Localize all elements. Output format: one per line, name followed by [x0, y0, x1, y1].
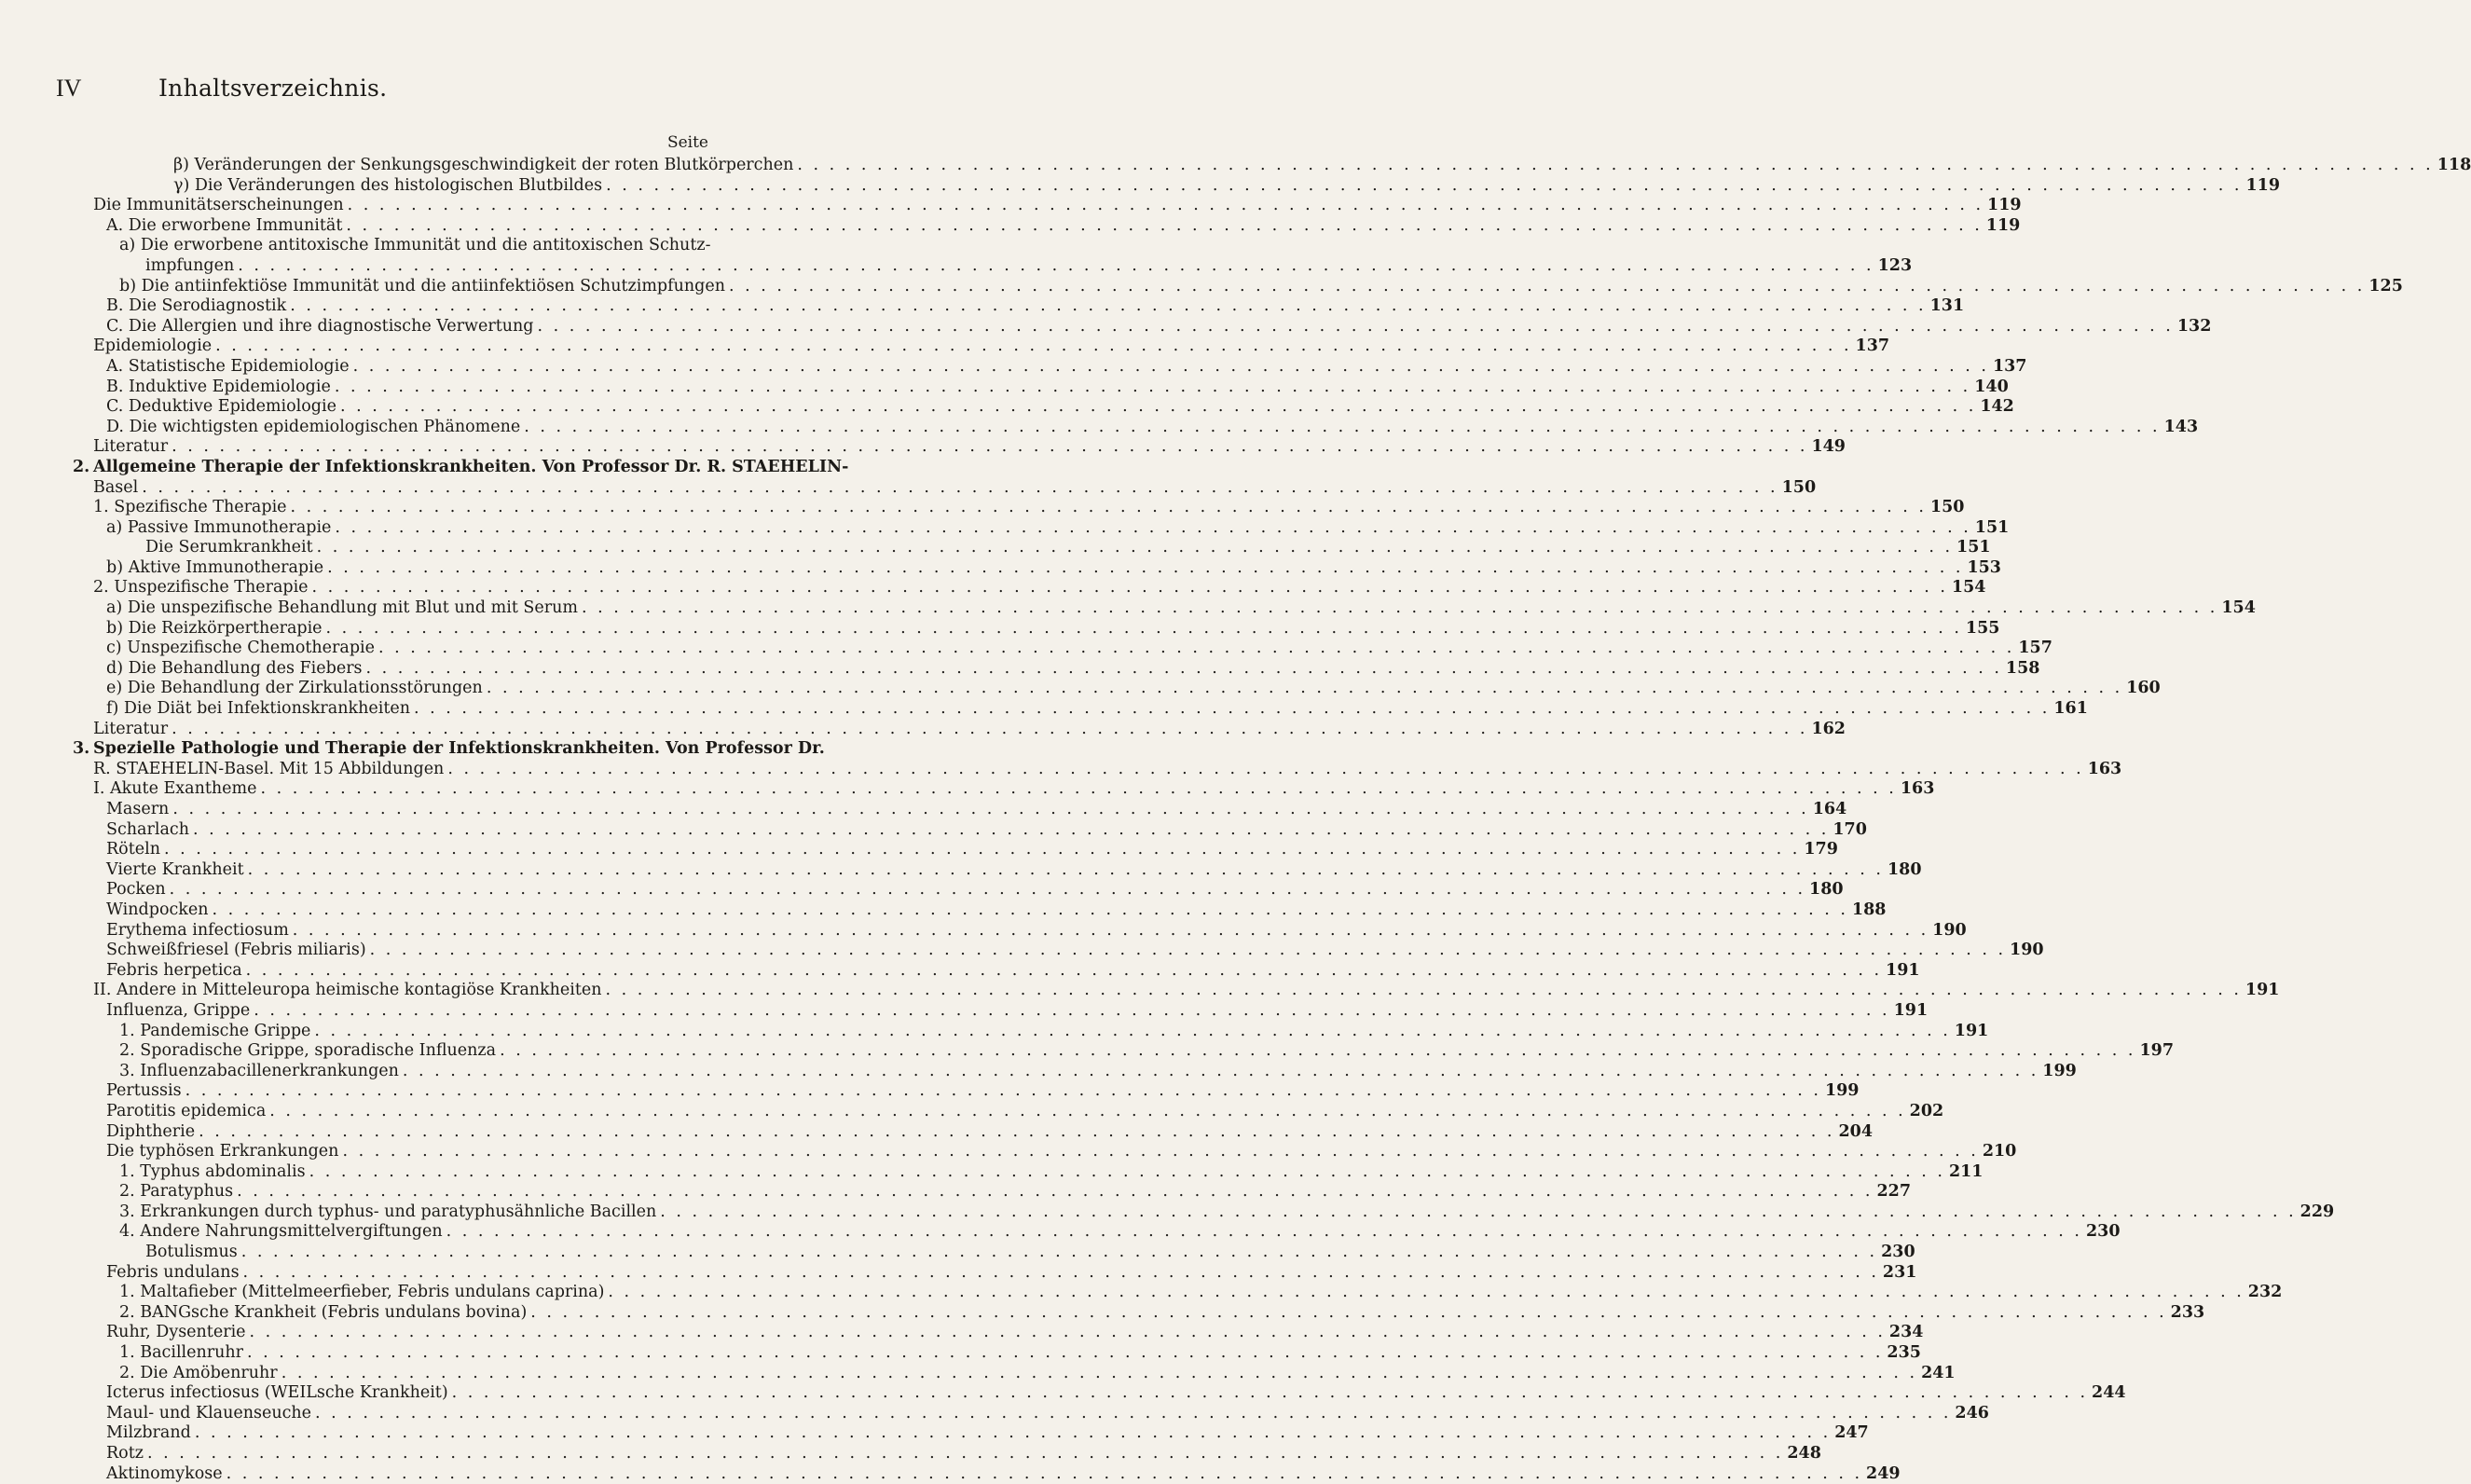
toc-page-number: 199 [1824, 1081, 1860, 1101]
dot-leader [446, 1222, 2082, 1243]
toc-page-number: 154 [1951, 578, 1986, 598]
toc-entry [93, 598, 2256, 619]
toc-page-number: 151 [1956, 538, 1991, 557]
section-number: 3. [73, 739, 90, 759]
toc-entry [93, 1202, 2335, 1223]
dot-leader [660, 1202, 2296, 1223]
toc-page-number: 143 [2163, 417, 2199, 436]
toc-entry [93, 1000, 1929, 1022]
dot-leader [243, 1263, 1879, 1284]
toc-entry-title: Pertussis [106, 1081, 182, 1101]
toc-entry [93, 578, 1986, 598]
toc-entry [93, 156, 2471, 176]
dot-leader [213, 900, 1848, 921]
page-header [56, 75, 708, 103]
toc-entry [93, 1323, 1924, 1343]
dot-leader [172, 437, 1807, 458]
toc-entry [93, 800, 1847, 820]
dot-leader [403, 1062, 2039, 1082]
toc-page-number: 188 [1851, 900, 1887, 919]
toc-entry-title: γ) Die Veränderungen des histologischen Blutbildes [173, 175, 603, 195]
dot-leader [378, 639, 2014, 659]
toc-page-number: 125 [2368, 276, 2403, 295]
dot-leader [335, 518, 1970, 539]
toc-page-number: 154 [2221, 598, 2256, 618]
toc-entry [93, 880, 1844, 900]
dot-leader [281, 1364, 1917, 1384]
toc-page-number: 158 [2005, 658, 2040, 678]
toc-page-number: 241 [1921, 1363, 1956, 1382]
toc-entry [93, 1061, 2077, 1082]
toc-page-number: 150 [1781, 477, 1817, 497]
toc-entry [93, 1343, 1921, 1364]
toc-entry-title: Literatur [93, 437, 169, 457]
dot-leader [487, 679, 2122, 699]
toc-entry-title: Diphtherie [106, 1121, 196, 1141]
toc-page-number: 150 [1929, 498, 1965, 517]
toc-entry [93, 1222, 2121, 1243]
toc-entry-title: Spezielle Pathologie und Therapie der Infektionskrankheiten. Von Professor Dr. [93, 739, 825, 759]
toc-page-number: 211 [1948, 1161, 1984, 1181]
dot-leader [290, 296, 1926, 317]
toc-page-number: 230 [2086, 1222, 2121, 1242]
toc-entry-title: 1. Typhus abdominalis [119, 1161, 306, 1181]
toc-entry [73, 739, 825, 760]
toc-entry-title: a) Die erworbene antitoxische Immunität und die antitoxischen Schutz- [119, 236, 711, 255]
toc-page-number: 153 [1967, 557, 2001, 577]
toc-entry-title: β) Veränderungen der Senkungsgeschwindigkeit der roten Blutkörperchen [173, 156, 794, 174]
toc-entry-title: 2. Unspezifische Therapie [93, 578, 309, 598]
dot-leader [348, 196, 1984, 216]
toc-page-number: 191 [1893, 1000, 1929, 1020]
toc-page-number: 249 [1866, 1463, 1901, 1483]
toc-entry [93, 1182, 1912, 1202]
dot-leader [606, 981, 2242, 1001]
dot-leader [500, 1041, 2135, 1062]
toc-entry-title: b) Aktive Immunotherapie [106, 557, 324, 577]
dot-leader [530, 1303, 2166, 1324]
toc-page-number: 140 [1974, 377, 2009, 396]
toc-page-number: 232 [2247, 1283, 2283, 1302]
toc-entry-title: 2. Die Amöbenruhr [119, 1363, 278, 1382]
toc-page-number: 170 [1833, 819, 1867, 839]
toc-page-number: 204 [1838, 1121, 1873, 1141]
toc-entry [93, 236, 710, 256]
toc-page-number: 191 [2244, 981, 2280, 1000]
toc-entry [93, 759, 2122, 780]
toc-entry-title: B. Induktive Epidemiologie [106, 377, 331, 396]
dot-leader [608, 1283, 2244, 1303]
toc-entry-title: A. Die erworbene Immunität [106, 215, 343, 235]
dot-leader [215, 337, 1851, 357]
toc-entry-title: R. STAEHELIN-Basel. Mit 15 Abbildungen [93, 759, 445, 778]
toc-entry [93, 779, 1935, 800]
toc-page-number: 230 [1881, 1243, 1915, 1262]
toc-entry [93, 1302, 2205, 1324]
toc-entry-title: Febris herpetica [106, 960, 242, 980]
table-of-contents [73, 156, 2471, 1484]
dot-leader [164, 840, 1800, 860]
toc-entry [93, 1161, 1984, 1183]
toc-entry [93, 1041, 2174, 1062]
toc-entry-title: Ruhr, Dysenterie [106, 1323, 246, 1342]
dot-leader [172, 800, 1808, 820]
dot-leader [353, 357, 1989, 378]
toc-page-number: 155 [1965, 618, 2000, 638]
running-title: Inhaltsverzeichnis. [158, 75, 388, 102]
toc-entry-title: Milzbrand [106, 1423, 191, 1443]
dot-leader [195, 1423, 1831, 1444]
toc-page-number: 162 [1811, 719, 1846, 738]
toc-entry [93, 557, 2001, 579]
toc-entry-title: Die typhösen Erkrankungen [106, 1142, 339, 1161]
dot-leader [227, 1464, 1862, 1484]
toc-entry [93, 658, 2040, 680]
toc-entry [93, 819, 1867, 841]
toc-entry [93, 941, 2044, 961]
toc-entry-title: Icterus infectiosus (WEILsche Krankheit) [106, 1383, 448, 1403]
toc-entry-title: a) Passive Immunotherapie [106, 517, 332, 537]
toc-entry-title: Pocken [106, 880, 166, 900]
dot-leader [326, 619, 1962, 639]
toc-entry [93, 679, 2161, 699]
dot-leader [314, 1022, 1950, 1042]
dot-leader [327, 558, 1963, 579]
dot-leader [170, 880, 1805, 900]
toc-page-number: 233 [2170, 1302, 2205, 1322]
toc-page-number: 164 [1812, 800, 1847, 818]
dot-leader [414, 699, 2050, 720]
toc-entry [93, 1081, 1860, 1102]
dot-leader [193, 820, 1829, 841]
toc-entry [93, 417, 2199, 438]
toc-entry [93, 1101, 1944, 1122]
toc-entry-title: Scharlach [106, 819, 189, 839]
toc-page-number: 123 [1877, 255, 1913, 275]
dot-leader [346, 216, 1982, 237]
toc-page-number: 246 [1955, 1403, 1989, 1422]
toc-entry [93, 296, 1965, 317]
toc-entry-title: Febris undulans [106, 1262, 240, 1282]
toc-entry [93, 1423, 1869, 1444]
toc-entry-title: 3. Influenzabacillenerkrankungen [119, 1061, 399, 1080]
toc-page-number: 160 [2126, 679, 2161, 698]
dot-leader [342, 1142, 1978, 1162]
toc-page-number: 229 [2299, 1202, 2335, 1221]
toc-entry-title: Windpocken [106, 900, 209, 919]
toc-entry [93, 1262, 1917, 1284]
toc-page-number: 149 [1811, 437, 1846, 457]
toc-page-number: 131 [1929, 296, 1965, 316]
dot-leader [524, 418, 2160, 438]
toc-entry-title: 2. Sporadische Grippe, sporadische Influenza [119, 1041, 497, 1061]
dot-leader [452, 1383, 2088, 1404]
toc-entry [93, 1383, 2126, 1404]
toc-entry [93, 397, 2014, 418]
page-column-label: Seite [666, 133, 708, 152]
toc-entry [93, 699, 2088, 720]
toc-entry-title: C. Deduktive Epidemiologie [106, 397, 336, 417]
dot-leader [309, 1162, 1945, 1183]
toc-entry [93, 377, 2009, 398]
toc-entry-title: B. Die Serodiagnostik [106, 296, 287, 316]
toc-page-number: 179 [1804, 840, 1838, 859]
dot-leader [315, 1404, 1951, 1424]
toc-page-number: 137 [1855, 337, 1890, 356]
toc-entry-title: Vierte Krankheit [106, 859, 244, 879]
dot-leader [291, 498, 1927, 518]
toc-page-number: 163 [2087, 759, 2122, 778]
dot-leader [248, 860, 1884, 881]
toc-entry [93, 1363, 1956, 1384]
dot-leader [237, 1182, 1873, 1202]
toc-entry [93, 356, 2027, 378]
toc-entry-title: impfungen [145, 255, 235, 275]
toc-page-number: 234 [1888, 1323, 1924, 1342]
toc-page-number: 190 [1932, 920, 1967, 940]
toc-entry-title: Rotz [106, 1444, 144, 1463]
toc-entry-title: f) Die Diät bei Infektionskrankheiten [106, 699, 410, 719]
toc-entry-title: Botulismus [145, 1243, 238, 1262]
toc-entry-title: A. Statistische Epidemiologie [106, 356, 350, 376]
toc-entry-title: 3. Erkrankungen durch typhus- und paratyphusähnliche Bacillen [119, 1202, 657, 1221]
toc-page-number: 118 [2437, 156, 2471, 174]
toc-page-number: 119 [1987, 196, 2022, 215]
page-number: IV [56, 75, 82, 102]
dot-leader [606, 176, 2242, 197]
dot-leader [238, 256, 1874, 277]
dot-leader [317, 538, 1953, 558]
dot-leader [199, 1122, 1834, 1143]
toc-entry-title: Epidemiologie [93, 337, 213, 356]
toc-entry [93, 1021, 1989, 1042]
dot-leader [247, 1343, 1883, 1364]
toc-page-number: 180 [1809, 880, 1844, 900]
dot-leader [250, 1323, 1886, 1343]
toc-entry [93, 900, 1887, 921]
toc-entry-title: 1. Pandemische Grippe [119, 1021, 311, 1040]
toc-entry [93, 196, 2022, 216]
toc-entry-title: 1. Bacillenruhr [119, 1343, 244, 1363]
toc-page-number: 197 [2139, 1041, 2174, 1061]
dot-leader [370, 941, 2006, 961]
dot-leader [254, 1001, 1889, 1022]
toc-entry-title: Die Immunitätserscheinungen [93, 196, 344, 215]
toc-entry-title: D. Die wichtigsten epidemiologischen Phänomene [106, 417, 521, 436]
toc-page-number: 191 [1954, 1021, 1989, 1040]
toc-entry-title: Influenza, Grippe [106, 1000, 251, 1020]
toc-entry [73, 457, 849, 478]
toc-entry-title: Masern [106, 800, 170, 818]
toc-entry-title: 2. Paratyphus [119, 1182, 234, 1202]
dot-leader [172, 720, 1807, 740]
dot-leader [447, 760, 2083, 780]
dot-leader [260, 779, 1896, 800]
dot-leader [142, 478, 1778, 499]
toc-entry [93, 215, 2021, 237]
toc-entry [93, 981, 2280, 1001]
toc-page-number: 210 [1982, 1142, 2017, 1161]
toc-page-number: 142 [1980, 397, 2014, 417]
toc-entry [93, 276, 2403, 297]
toc-page-number: 247 [1834, 1423, 1869, 1443]
toc-page-number: 190 [2010, 941, 2044, 960]
toc-entry [93, 859, 1922, 881]
toc-entry-title: 2. BANGsche Krankheit (Febris undulans bovina) [119, 1302, 528, 1322]
toc-page-number: 191 [1886, 960, 1920, 980]
toc-entry [93, 498, 1965, 518]
toc-entry [93, 618, 2000, 639]
toc-entry [93, 840, 1838, 860]
toc-entry [93, 517, 2010, 539]
section-number: 2. [73, 457, 90, 476]
toc-page-number: 180 [1887, 859, 1922, 879]
toc-entry [93, 337, 1890, 357]
dot-leader [293, 921, 1929, 941]
dot-leader [366, 659, 2002, 680]
toc-entry [93, 538, 1991, 558]
toc-entry [93, 316, 2212, 337]
toc-entry-title: Allgemeine Therapie der Infektionskrankheiten. Von Professor Dr. R. STAEHELIN- [93, 457, 849, 476]
toc-entry-title: Basel [93, 477, 139, 497]
dot-leader [312, 578, 1948, 598]
toc-page-number: 199 [2042, 1061, 2077, 1080]
toc-entry-title: d) Die Behandlung des Fiebers [106, 658, 363, 678]
toc-entry [93, 1243, 1915, 1263]
toc-page-number: 119 [1985, 215, 2021, 235]
toc-page-number: 202 [1909, 1101, 1944, 1120]
toc-page-number: 235 [1887, 1343, 1921, 1363]
toc-entry [93, 1463, 1901, 1484]
toc-entry-title: b) Die Reizkörpertherapie [106, 618, 323, 638]
toc-entry [93, 1283, 2283, 1303]
dot-leader [340, 397, 1976, 418]
toc-entry [93, 1403, 1989, 1424]
dot-leader [797, 156, 2433, 176]
toc-entry-title: 4. Andere Nahrungsmittelvergiftungen [119, 1222, 443, 1242]
toc-page-number: 227 [1876, 1182, 1912, 1202]
dot-leader [269, 1102, 1905, 1122]
toc-entry [93, 920, 1967, 941]
toc-entry [93, 255, 1913, 277]
toc-entry-title: c) Unspezifische Chemotherapie [106, 639, 375, 658]
toc-page-number: 244 [2092, 1383, 2126, 1403]
toc-entry-title: II. Andere in Mitteleuropa heimische kontagiöse Krankheiten [93, 981, 602, 1000]
toc-page-number: 137 [1992, 356, 2027, 376]
dot-leader [335, 378, 1970, 398]
toc-entry-title: C. Die Allergien und ihre diagnostische Verwertung [106, 316, 534, 336]
toc-page-number: 151 [1974, 517, 2010, 537]
toc-entry-title: Röteln [106, 840, 160, 859]
dot-leader [246, 961, 1882, 982]
toc-entry-title: I. Akute Exantheme [93, 779, 257, 799]
toc-entry [93, 1121, 1873, 1143]
toc-page-number: 132 [2176, 316, 2212, 336]
toc-entry [93, 437, 1846, 458]
dot-leader [241, 1243, 1877, 1263]
toc-entry-title: 1. Maltafieber (Mittelmeerfieber, Febris undulans caprina) [119, 1283, 605, 1302]
toc-page-number: 163 [1900, 779, 1935, 799]
toc-entry [93, 1142, 2017, 1162]
toc-page-number: 161 [2053, 699, 2088, 719]
toc-entry-title: Die Serumkrankheit [145, 538, 313, 557]
toc-page-number: 231 [1882, 1262, 1917, 1282]
toc-page-number: 119 [2245, 175, 2281, 195]
toc-entry-title: Aktinomykose [106, 1463, 223, 1483]
toc-entry-title: e) Die Behandlung der Zirkulationsstörungen [106, 679, 483, 698]
toc-entry [93, 960, 1920, 982]
toc-entry [93, 1444, 1821, 1464]
dot-leader [185, 1081, 1821, 1102]
toc-entry-title: Literatur [93, 719, 169, 738]
toc-entry-title: Parotitis epidemica [106, 1101, 267, 1120]
dot-leader [582, 598, 2217, 619]
dot-leader [147, 1444, 1783, 1464]
toc-entry [93, 719, 1846, 740]
toc-entry-title: a) Die unspezifische Behandlung mit Blut und mit Serum [106, 598, 578, 618]
dot-leader [538, 317, 2174, 337]
toc-entry-title: Schweißfriesel (Febris miliaris) [106, 941, 366, 960]
toc-entry [93, 639, 2052, 659]
toc-page-number: 157 [2018, 639, 2052, 658]
toc-entry-title: Erythema infectiosum [106, 920, 289, 940]
toc-entry-title: 1. Spezifische Therapie [93, 498, 287, 517]
dot-leader [729, 277, 2365, 297]
toc-entry-title: Maul- und Klauenseuche [106, 1403, 312, 1422]
toc-entry-title: b) Die antiinfektiöse Immunität und die antiinfektiösen Schutzimpfungen [119, 276, 725, 295]
toc-entry [93, 477, 1817, 499]
toc-page-number: 248 [1787, 1444, 1821, 1463]
toc-entry [93, 175, 2281, 197]
